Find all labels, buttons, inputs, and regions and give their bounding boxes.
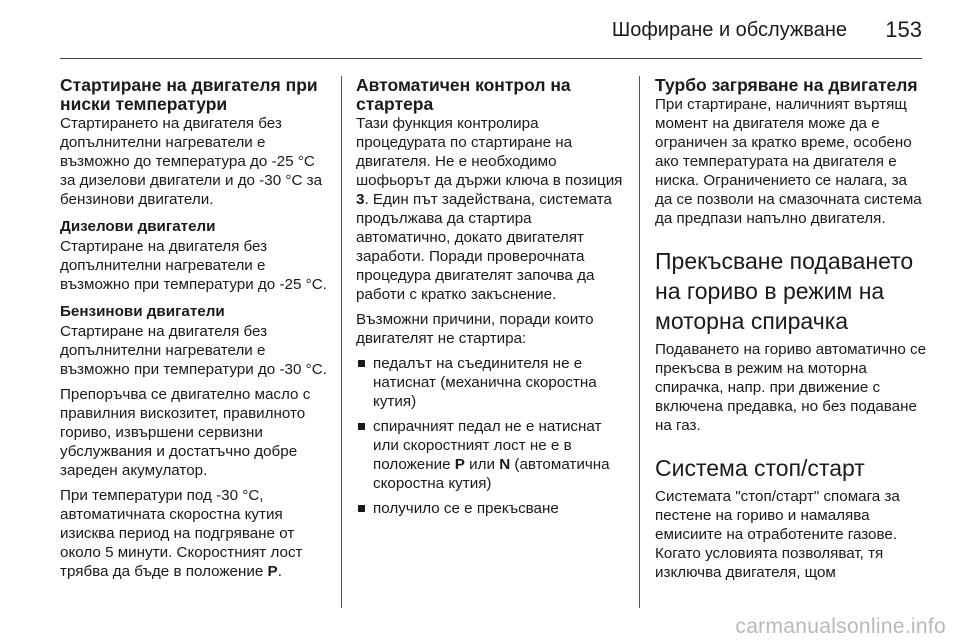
text-run: Тази функция контролира процедурата по стартиране на двигателя. Не е необходимо шофьорът да държи ключа в позиция <box>356 115 623 189</box>
paragraph: Препоръчва се двигателно масло с правилния вискозитет, правилното гориво, извършени сервизни убслужвания и достатъчно добре зареден акумулатор. <box>60 386 311 479</box>
page-number: 153 <box>885 17 922 42</box>
gear-position-key: P <box>454 456 465 473</box>
section-heading-cold-start: Стартиране на двигателя при ниски температури <box>60 75 318 114</box>
column-2 <box>356 76 626 524</box>
text-run: или <box>464 456 500 473</box>
paragraph: Подаването на гориво автоматично се прекъсва в режим на моторна спирачка, напр. при движение с включена предавка, но без подаване на газ. <box>655 341 927 434</box>
paragraph: При стартиране, наличният въртящ момент на двигателя може да е ограничен за кратко време, особено ако температурата на двигателя е ниска. Ограничението се налага, за да се позволи на смазочната система да предпази напълно двигателя. <box>655 96 922 227</box>
gear-position-key: N <box>499 456 511 473</box>
paragraph <box>356 114 626 304</box>
section-heading-stop-start: Система стоп/старт <box>655 455 865 481</box>
list-item: получило се е прекъсване <box>356 499 626 518</box>
column-divider-2 <box>639 76 640 608</box>
paragraph <box>60 486 332 581</box>
reasons-list <box>356 354 626 518</box>
section-heading-fuel-cutoff: Прекъсване подаването на гориво в режим на моторна спирачка <box>655 248 914 334</box>
section-heading-turbo: Турбо загряване на двигателя <box>655 75 918 95</box>
header-title: Шофиране и обслужване <box>611 19 847 41</box>
section-heading-starter-control: Автоматичен контрол на стартера <box>356 75 571 114</box>
page-header <box>0 0 960 60</box>
column-3 <box>655 76 927 582</box>
subheading-petrol: Бензинови двигатели <box>60 303 225 320</box>
text-run: (автоматична скоростна кутия) <box>373 456 610 492</box>
text-run: . <box>277 563 282 580</box>
watermark: carmanualsonline.info <box>735 615 946 638</box>
paragraph: Стартиране на двигателя без допълнителни нагреватели е възможно при температури до -30 °C. <box>60 323 327 378</box>
list-item: педалът на съединителя не е натиснат (механична скоростна кутия) <box>356 354 626 411</box>
paragraph: Стартиране на двигателя без допълнителни нагреватели е възможно при температури до -25 °C. <box>60 238 327 293</box>
gear-position-key: P <box>267 563 278 580</box>
paragraph: Възможни причини, поради които двигателят не стартира: <box>356 311 594 347</box>
column-divider-1 <box>341 76 342 608</box>
paragraph: Системата "стоп/старт" спомага за пестене на гориво и намалява емисиите на отработените газове. Когато условията позволяват, тя изключва двигателя, щом <box>655 488 900 581</box>
text-run: При температури под -30 °C, автоматичната скоростна кутия изисква период на подгряване от около 5 минути. Скоростният лост трябва да бъде в положение <box>60 487 303 580</box>
paragraph: Стартирането на двигателя без допълнителни нагреватели е възможно до температура до -25 °C за дизелови двигатели и до -30 °C за бензинови двигатели. <box>60 115 323 208</box>
key-position: 3 <box>356 191 365 208</box>
text-run: спирачният педал не е натиснат или скоростният лост не е в положение <box>373 418 602 473</box>
subheading-diesel: Дизелови двигатели <box>60 218 216 235</box>
list-item <box>356 417 626 493</box>
column-1 <box>60 76 332 581</box>
text-run: . Един път задействана, системата продължава да стартира автоматично, докато двигателят заработи. Поради проверочната процедура двигателят започва да работи с кратко закъснение. <box>356 191 612 303</box>
header-divider <box>60 58 922 59</box>
